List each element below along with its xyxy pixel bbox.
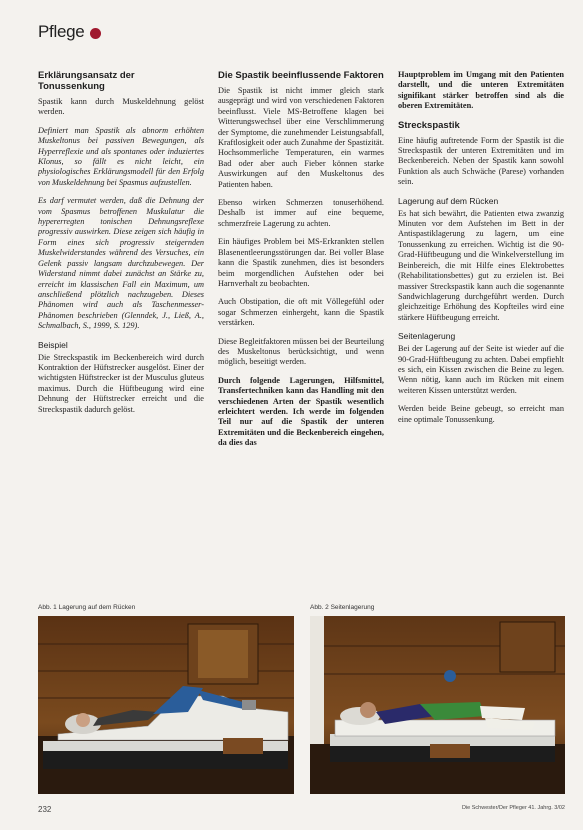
col3-p4: Werden beide Beine gebeugt, so erreicht man eine optimale Tonussenkung.	[398, 404, 564, 424]
col3-p2: Es hat sich bewährt, die Patienten etwa zwanzig Minuten vor dem Aufstehen im Bett in der Antispastiklagerung zu lagern, um eine Tonussenkung zu erreichen. Wichtig ist die 90-Grad-Hüftbeugung und die Winkelverstellung im Beinbereich, die mit Hilfe eines Elektrobettes (Rehabilitationsbettes) gut zu erzielen ist. Bei massiver Streckspastik kann auch die sogenannte Sandwichlagerung durchgeführt werden. Durch gleichzeitige Erhöhung des Kopfteiles wird eine stärkere Hüftbeugung erreicht.	[398, 208, 564, 322]
col3-sub-2: Seitenlagerung	[398, 331, 456, 342]
col1-example: Die Streckspastik im Beckenbereich wird durch Kontraktion der Hüftstrecker ausgelöst. Einer der wichtigsten Hüftstrecker ist der Musculus gluteus maximus. Durch die Hüftbeugung wird eine Dehnung der Hüftstrecker erreicht und die Streckspastik dadurch gelöst.	[38, 352, 204, 414]
col2-p2: Ebenso wirken Schmerzen tonuserhöhend. Deshalb ist immer auf eine bequeme, schmerzfreie Lagerung zu achten.	[218, 198, 384, 228]
section-title: Pflege	[38, 22, 85, 41]
journal-source: Die Schwester/Der Pfleger 41. Jahrg. 3/02	[461, 805, 565, 811]
photo-supine-positioning	[38, 616, 294, 794]
col1-heading: Erklärungsansatz der Tonussenkung	[38, 70, 135, 92]
figure-2	[310, 604, 565, 794]
figure-1-caption: Abb. 1 Lagerung auf dem Rücken	[38, 604, 136, 611]
col3-heading: Streckspastik	[398, 119, 460, 131]
col2-p4: Auch Obstipation, die oft mit Völlegefühl oder sogar Schmerzen einhergeht, kann die Spastik verstärken.	[218, 297, 384, 328]
col2-p3: Ein häufiges Problem bei MS-Erkrankten stellen Blasenentleerungsstörungen dar. Bei voller Blase kann die Spastik zunehmen, dies ist besonders beim morgendlichen Aufstehen oder bei Harnverhalt zu beobachten.	[218, 237, 384, 288]
col3-p0: Hauptproblem im Umgang mit den Patienten darstellt, und die unteren Extremitäten signifikant stärker betroffen sind als die oberen Extremitäten.	[398, 70, 564, 111]
section-header	[38, 22, 101, 42]
column-2	[218, 70, 384, 590]
col3-p1: Eine häufig auftretende Form der Spastik ist die Streckspastik der unteren Extremitäten und im Beckenbereich. Neben der Spastik kann sowohl Funktion als auch Schwäche (Parese) vorhanden sein.	[398, 135, 564, 187]
column-3	[398, 70, 564, 590]
page-number: 232	[38, 805, 52, 814]
col3-p3: Bei der Lagerung auf der Seite ist wieder auf die 90-Grad-Hüftbeugung zu achten. Dabei empfiehlt es sich, ein Kissen zwischen die Beine zu legen. Wenn nötig, kann auch im Rücken mit einem weiteren Kissen unterstützt werden.	[398, 344, 564, 395]
col2-heading: Die Spastik beeinflussende Faktoren	[218, 70, 384, 81]
figure-2-caption: Abb. 2 Seitenlagerung	[310, 604, 375, 611]
col2-p5: Diese Begleitfaktoren müssen bei der Beurteilung des Muskeltonus berücksichtigt, und wenn möglich, beseitigt werden.	[218, 336, 384, 367]
column-1	[38, 70, 204, 590]
photo-side-positioning	[310, 616, 565, 794]
figure-1	[38, 604, 294, 794]
col2-p1: Die Spastik ist nicht immer gleich stark ausgeprägt und wird von verschiedenen Faktoren beeinflusst. Viele MS-Betroffene klagen bei Witterungswechsel über eine Verschlimmerung der Symptome, die zunehmender Leistungsabfall, Kraftlosigkeit oder auch Zunahme der Spastizität. Hochsommerliche Temperaturen, ein warmes Bad oder aber auch Fieber können starke Auswirkungen auf den Muskeltonus des Patienten haben.	[218, 86, 384, 189]
col1-lead: Spastik kann durch Muskeldehnung gelöst werden.	[38, 97, 204, 117]
section-dot-icon	[90, 28, 101, 39]
col2-p6: Durch folgende Lagerungen, Hilfsmittel, Transfertechniken kann das Handling mit den verschiedenen Arten der Spastik wesentlich erleichtert werden. Ich werde im folgenden Teil nur auf die Spastik der unteren Extremitäten und die Beckenbereich eingehen, da dies das	[218, 375, 384, 448]
col1-subheading: Beispiel	[38, 339, 68, 350]
col1-italic-1: Definiert man Spastik als abnorm erhöhten Muskeltonus bei passiven Bewegungen, als Hyperreflexie und als spontanes oder induziertes Klonus, so fällt es nicht leicht, ein physiologisches Erklärungsmodell für den Erfolg von Muskeldehnung bei Spasmus aufzustellen.	[38, 125, 204, 187]
col3-sub-1: Lagerung auf dem Rücken	[398, 195, 499, 206]
col1-italic-2: Es darf vermutet werden, daß die Dehnung der vom Spasmus betroffenen Muskulatur die hypererregten tonischen Dehnungsreflexe progressiv auswirken. Diese zeigen sich häufig in Form eines sich progressiv steigernden Muskelwiderstandes während des Versuches, ein Gelenk passiv langsam durchzubewegen. Der Widerstand nimmt dabei zunächst an Stärke zu, erreicht im klassischen Fall ein Maximum, um anschließend plötzlich nachzugeben. Dieses Phänomen wird auch als Taschenmesser-Phänomen beschrieben (Glenndek, J., Ließ, A., Schmalbach, S., 1999, S. 129).	[38, 196, 204, 331]
